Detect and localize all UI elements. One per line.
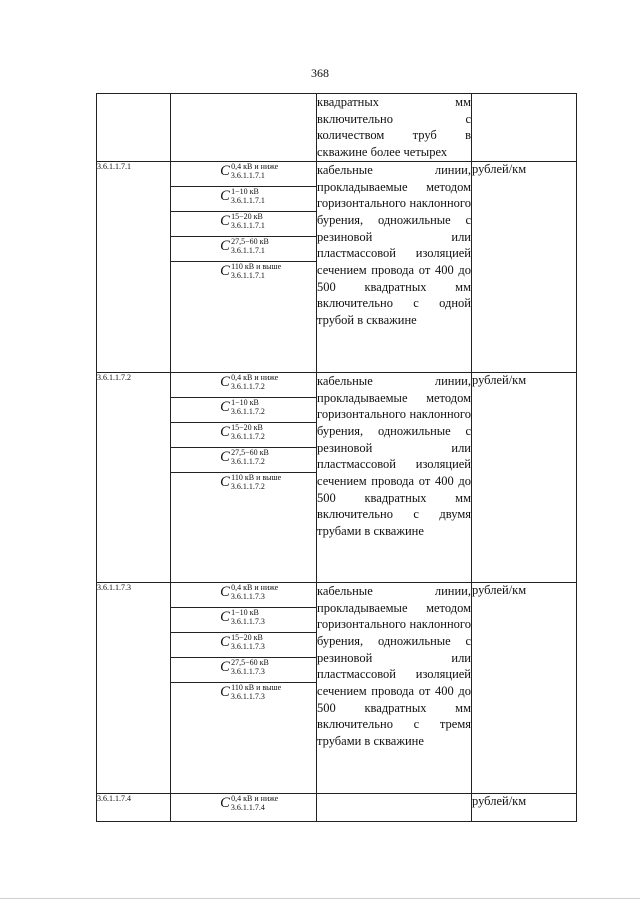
formula [220, 399, 267, 416]
description-cell [317, 161, 472, 372]
unit-cell: рублей/км [472, 372, 577, 582]
description-line: квадратных мм [317, 95, 471, 109]
description-text [317, 583, 471, 750]
voltage-superscript: 0,4 кВ и ниже [231, 793, 279, 803]
description-line: включительно с тремя [317, 717, 471, 732]
description-line: горизонтального [317, 617, 407, 632]
voltage-superscript: 0,4 кВ и ниже [231, 372, 279, 382]
formula [220, 682, 282, 701]
description-line: прокладываемые [317, 179, 408, 194]
description-line: прокладываемые [317, 600, 408, 615]
rate-indicator [171, 262, 316, 287]
voltage-superscript: 1−10 кВ [231, 397, 259, 407]
code-cell: 3.6.1.1.7.3 [97, 582, 171, 793]
description-line: квадратных мм [364, 490, 471, 505]
formula [220, 582, 279, 601]
tariff-table [96, 93, 577, 822]
voltage-superscript: 15−20 кВ [231, 422, 263, 432]
formula-symbol: C [220, 658, 230, 675]
code-subscript: 3.6.1.1.7.1 [230, 270, 265, 280]
code-subscript: 3.6.1.1.7.3 [230, 591, 265, 601]
description-line: одножильные с [377, 212, 472, 227]
code-subscript: 3.6.1.1.7.3 [230, 641, 265, 651]
description-cell [317, 94, 472, 162]
description-line: изоляцией сечением [317, 667, 471, 699]
description-line: квадратных мм [364, 700, 471, 715]
description-line: резиновой или [317, 229, 471, 244]
description-line: изоляцией сечением [317, 457, 471, 489]
tariff-row [97, 372, 577, 582]
indicator-cell [171, 161, 317, 372]
voltage-superscript: 110 кВ и выше [231, 472, 282, 482]
description-line: наклонного бурения, [317, 617, 471, 648]
indicator-cell [171, 94, 317, 162]
description-line: горизонтального [317, 196, 407, 211]
formula [220, 472, 282, 491]
voltage-superscript: 1−10 кВ [231, 607, 259, 617]
formula [220, 161, 279, 180]
tariff-row [97, 793, 577, 821]
voltage-superscript: 27,5−60 кВ [231, 657, 269, 667]
voltage-superscript: 0,4 кВ и ниже [231, 161, 279, 171]
formula-symbol: C [220, 423, 230, 440]
tariff-row [97, 582, 577, 793]
formula [220, 424, 267, 441]
description-line: методом [426, 600, 471, 615]
description-line: горизонтального [317, 407, 407, 422]
description-line: методом [426, 390, 471, 405]
unit-cell: рублей/км [472, 793, 577, 821]
description-line: включительно с [317, 111, 471, 126]
description-line: наклонного бурения, [317, 407, 471, 438]
rate-indicator [171, 373, 316, 398]
code-subscript: 3.6.1.1.7.4 [230, 802, 265, 812]
description-line: наклонного бурения, [317, 196, 471, 227]
description-line: пластмассовой [317, 457, 396, 472]
description-line: трубой в скважине [317, 313, 417, 328]
voltage-superscript: 0,4 кВ и ниже [231, 582, 279, 592]
formula [220, 372, 279, 391]
description-line: квадратных мм [364, 279, 471, 294]
code-subscript: 3.6.1.1.7.3 [230, 616, 265, 626]
code-cell [97, 94, 171, 162]
voltage-superscript: 27,5−60 кВ [231, 236, 269, 246]
description-cell [317, 372, 472, 582]
formula-symbol: C [220, 608, 230, 625]
indicator-cell [171, 372, 317, 582]
formula-symbol: C [220, 237, 230, 254]
description-cell [317, 793, 472, 821]
description-line: трубами в скважине [317, 524, 424, 539]
voltage-superscript: 110 кВ и выше [231, 682, 282, 692]
scan-edge-line [0, 898, 640, 899]
unit-cell: рублей/км [472, 161, 577, 372]
rate-indicator [171, 398, 316, 423]
formula [220, 609, 267, 626]
indicator-cell [171, 582, 317, 793]
code-subscript: 3.6.1.1.7.2 [230, 431, 265, 441]
description-line: количеством труб в [317, 128, 471, 143]
description-line: прокладываемые [317, 390, 408, 405]
rate-indicator [171, 187, 316, 212]
description-line: резиновой или [317, 650, 471, 665]
description-line: провода от 400 до 500 [317, 263, 471, 294]
description-line: включительно с двумя [317, 507, 471, 522]
code-cell: 3.6.1.1.7.4 [97, 793, 171, 821]
formula [220, 213, 267, 230]
voltage-superscript: 1−10 кВ [231, 186, 259, 196]
code-subscript: 3.6.1.1.7.3 [230, 666, 265, 676]
formula [220, 449, 267, 466]
formula-symbol: C [220, 262, 230, 279]
code-subscript: 3.6.1.1.7.1 [230, 195, 265, 205]
description-cell [317, 582, 472, 793]
description-line: провода от 400 до 500 [317, 474, 471, 505]
code-subscript: 3.6.1.1.7.2 [230, 456, 265, 466]
description-line: кабельные линии, [317, 583, 471, 598]
rate-indicator [171, 162, 316, 187]
code-subscript: 3.6.1.1.7.3 [230, 691, 265, 701]
description-line: одножильные с [377, 633, 472, 648]
formula-symbol: C [220, 373, 230, 390]
voltage-superscript: 15−20 кВ [231, 632, 263, 642]
formula-symbol: C [220, 473, 230, 490]
rate-indicator [171, 448, 316, 473]
description-text [317, 373, 471, 540]
description-line: кабельные линии, [317, 373, 471, 388]
formula-symbol: C [220, 187, 230, 204]
continuation-row [97, 94, 577, 162]
rate-indicator [171, 658, 316, 683]
code-cell: 3.6.1.1.7.2 [97, 372, 171, 582]
description-line: резиновой или [317, 440, 471, 455]
rate-indicator [171, 683, 316, 708]
formula [220, 634, 267, 651]
formula-symbol: C [220, 633, 230, 650]
voltage-superscript: 27,5−60 кВ [231, 447, 269, 457]
formula [220, 261, 282, 280]
rate-indicator [171, 423, 316, 448]
description-text [317, 162, 471, 329]
rate-indicator [171, 608, 316, 633]
code-cell: 3.6.1.1.7.1 [97, 161, 171, 372]
description-line: одножильные с [377, 423, 472, 438]
tariff-row [97, 161, 577, 372]
rate-indicator [171, 237, 316, 262]
page-number: 368 [311, 66, 329, 80]
description-text [317, 94, 471, 161]
formula [220, 238, 267, 255]
unit-cell: рублей/км [472, 582, 577, 793]
indicator-cell [171, 793, 317, 821]
rate-indicator [171, 473, 316, 498]
code-subscript: 3.6.1.1.7.1 [230, 245, 265, 255]
description-line: провода от 400 до 500 [317, 684, 471, 715]
description-line: пластмассовой [317, 667, 396, 682]
formula [220, 188, 267, 205]
description-line: методом [426, 179, 471, 194]
formula-symbol: C [220, 398, 230, 415]
code-subscript: 3.6.1.1.7.2 [230, 381, 265, 391]
formula-symbol: C [220, 683, 230, 700]
code-subscript: 3.6.1.1.7.2 [230, 406, 265, 416]
formula-symbol: C [220, 448, 230, 465]
rate-indicator [171, 583, 316, 608]
rate-indicator [171, 794, 316, 819]
rate-indicator [171, 212, 316, 237]
description-line: трубами в скважине [317, 734, 424, 749]
formula [220, 793, 279, 812]
code-subscript: 3.6.1.1.7.1 [230, 170, 265, 180]
description-line: скважине более четырех [317, 145, 448, 160]
formula-symbol: C [220, 162, 230, 179]
description-line: кабельные линии, [317, 162, 471, 177]
formula-symbol: C [220, 212, 230, 229]
formula-symbol: C [220, 583, 230, 600]
description-line: включительно с одной [317, 296, 471, 311]
voltage-superscript: 110 кВ и выше [231, 261, 282, 271]
rate-indicator [171, 633, 316, 658]
code-subscript: 3.6.1.1.7.1 [230, 220, 265, 230]
voltage-superscript: 15−20 кВ [231, 211, 263, 221]
description-line: изоляцией сечением [317, 246, 471, 278]
unit-cell [472, 94, 577, 162]
formula [220, 659, 267, 676]
code-subscript: 3.6.1.1.7.2 [230, 481, 265, 491]
description-line: пластмассовой [317, 246, 396, 261]
formula-symbol: C [220, 794, 230, 811]
